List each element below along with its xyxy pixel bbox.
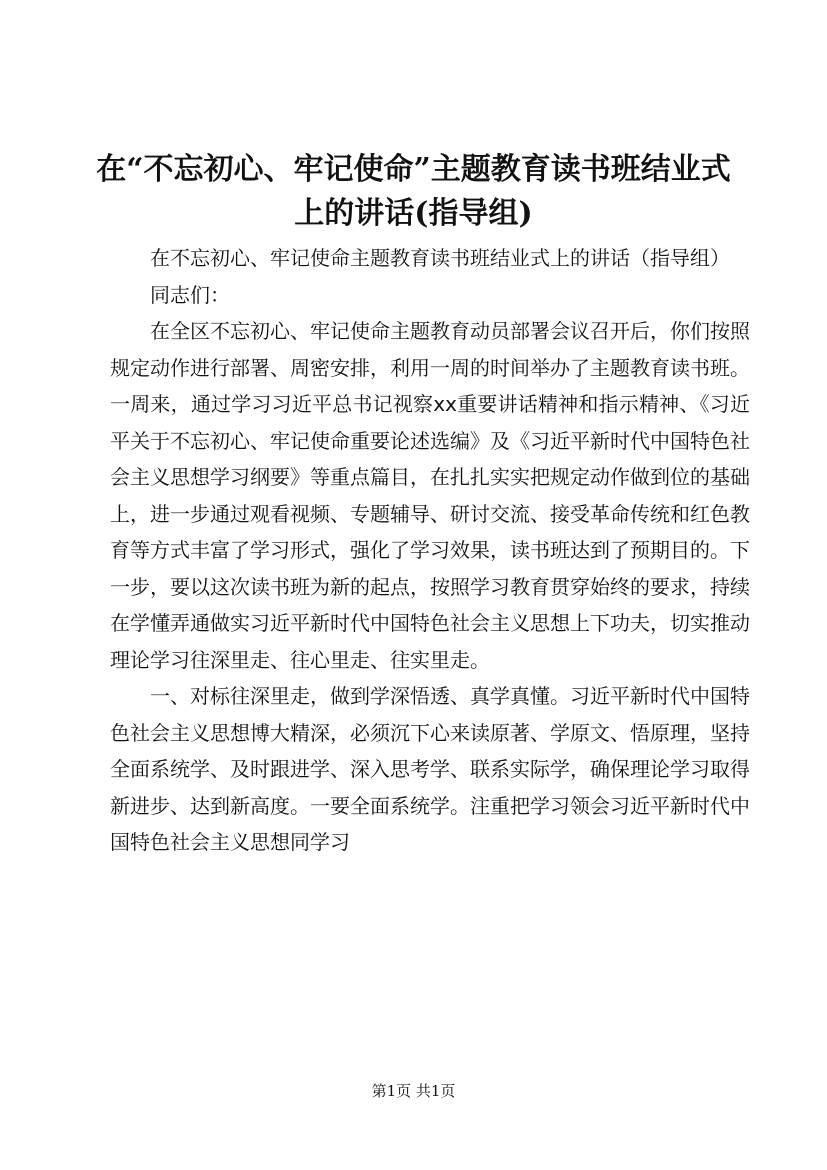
body-paragraph: 在全区不忘初心、牢记使命主题教育动员部署会议召开后，你们按照规定动作进行部署、周密安排，利用一周的时间举办了主题教育读书班。一周来，通过学习习近平总书记视察xx重要讲话精神和指示精神、《习近平关于不忘初心、牢记使命重要论述选编》及《习近平新时代中国特色社会主义思想学习纲要》等重点篇目，在扎扎实实把规定动作做到位的基础上，进一步通过观看视频、专题辅导、研讨交流、接受革命传统和红色教育等方式丰富了学习形式，强化了学习效果，读书班达到了预期目的。下一步，要以这次读书班为新的起点，按照学习教育贯穿始终的要求，持续在学懂弄通做实习近平新时代中国特色社会主义思想上下功夫，切实推动理论学习往深里走、往心里走、往实里走。: [110, 319, 750, 672]
page-footer: 第1页 共1页: [371, 1082, 456, 1100]
salutation-paragraph: 同志们：: [150, 282, 230, 307]
document-body: [110, 240, 750, 861]
body-paragraph: 一、对标往深里走，做到学深悟透、真学真懂。习近平新时代中国特色社会主义思想博大精深，必须沉下心来读原著、学原文、悟原理，坚持全面系统学、及时跟进学、深入思考学、联系实际学，确保理论学习取得新进步、达到新高度。一要全面系统学。注重把学习领会习近平新时代中国特色社会主义思想同学习: [110, 684, 750, 854]
subtitle-paragraph: 在不忘初心、牢记使命主题教育读书班结业式上的讲话（指导组）: [150, 246, 730, 270]
document-title: 在“不忘初心、牢记使命”主题教育读书班结业式上的讲话(指导组): [96, 152, 731, 231]
